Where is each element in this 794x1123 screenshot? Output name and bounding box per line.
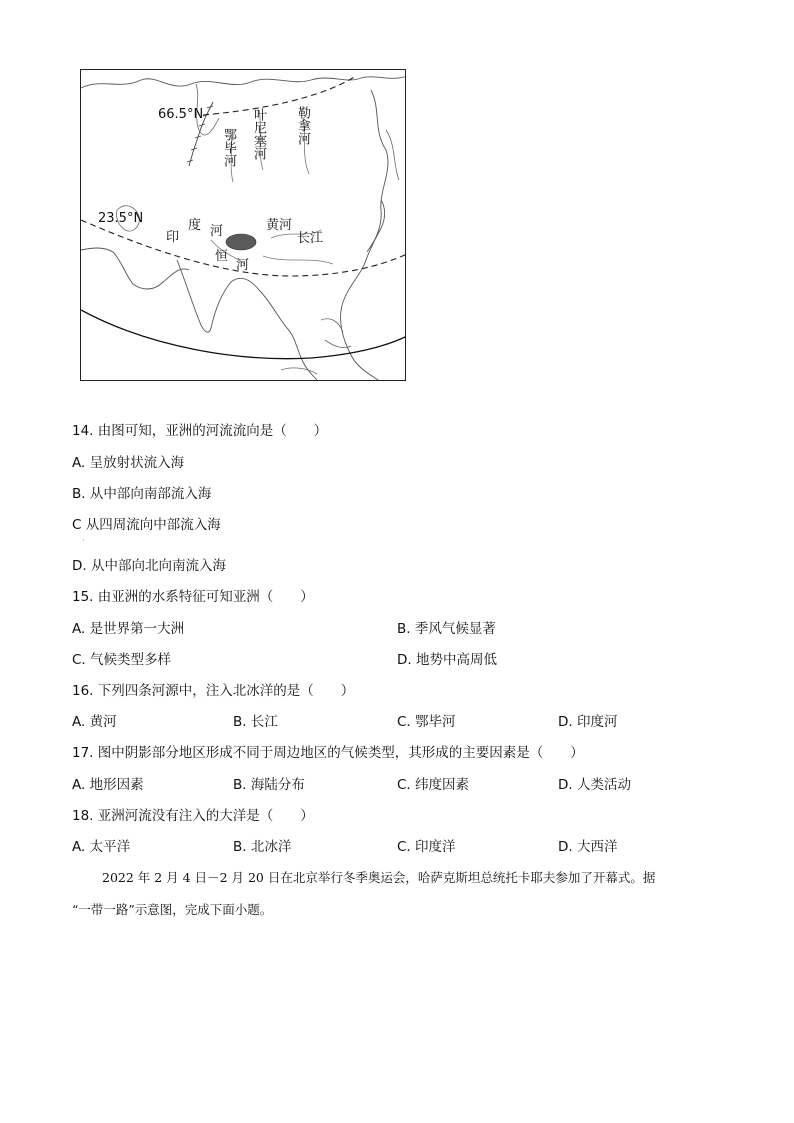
- asia-river-map: [80, 69, 406, 381]
- river-indus-label-1: 印: [166, 230, 180, 245]
- coastline-east: [341, 90, 388, 381]
- passage-line-1: 2022 年 2 月 4 日－2 月 20 日在北京举行冬季奥运会，哈萨克斯坦总统托卡耶夫参加了开幕式。据: [102, 870, 656, 885]
- question-15-stem: 15. 由亚洲的水系特征可知亚洲（ ）: [72, 589, 314, 605]
- q18-option-a[interactable]: A. 太平洋: [72, 839, 131, 855]
- coastline-arabia: [81, 248, 189, 289]
- river-ganges-label-2: 河: [236, 258, 250, 273]
- stray-dot: ·: [82, 536, 85, 545]
- q18-option-b[interactable]: B. 北冰洋: [233, 839, 292, 855]
- q16-option-b[interactable]: B. 长江: [233, 714, 278, 730]
- river-yenisei-label: 叶尼塞河: [251, 108, 266, 160]
- q14-option-b[interactable]: B. 从中部向南部流入海: [72, 486, 212, 502]
- question-14-stem: 14. 由图可知，亚洲的河流流向是（ ）: [72, 423, 328, 439]
- river-yangtze-label: 长江: [297, 231, 324, 246]
- coastline-kamchatka: [386, 130, 399, 180]
- river-yangtze-line: [263, 256, 333, 264]
- river-ganges-label-1: 恒: [215, 249, 229, 264]
- river-indus-label-3: 河: [210, 224, 224, 239]
- q17-option-c[interactable]: C. 纬度因素: [397, 777, 470, 793]
- coastline-north: [81, 76, 406, 88]
- arctic-circle-line: [203, 76, 356, 115]
- river-yellow-label: 黄河: [266, 218, 293, 233]
- river-ob-label: 鄂毕河: [221, 128, 236, 167]
- shaded-region: [226, 234, 256, 250]
- question-16-stem: 16. 下列四条河源中，注入北冰洋的是（ ）: [72, 683, 355, 699]
- question-18-stem: 18. 亚洲河流没有注入的大洋是（ ）: [72, 808, 314, 824]
- q15-option-a[interactable]: A. 是世界第一大洲: [72, 621, 185, 637]
- passage-line-2: “一带一路”示意图，完成下面小题。: [72, 902, 273, 917]
- coastline-southeast-islands: [281, 319, 351, 374]
- lat-arctic-label: 66.5°N: [158, 107, 204, 122]
- q17-option-b[interactable]: B. 海陆分布: [233, 777, 305, 793]
- q14-option-c[interactable]: C 从四周流向中部流入海: [72, 517, 221, 533]
- q18-option-c[interactable]: C. 印度洋: [397, 839, 456, 855]
- q16-option-d[interactable]: D. 印度河: [558, 714, 618, 730]
- coastline-indochina: [259, 290, 319, 381]
- river-lena-label: 勒拿河: [295, 106, 310, 145]
- equator-arc-line: [81, 310, 406, 359]
- q14-option-d[interactable]: D. 从中部向北向南流入海: [72, 558, 226, 574]
- q15-option-b[interactable]: B. 季风气候显著: [397, 621, 496, 637]
- q15-option-c[interactable]: C. 气候类型多样: [72, 652, 172, 668]
- q17-option-a[interactable]: A. 地形因素: [72, 777, 144, 793]
- q18-option-d[interactable]: D. 大西洋: [558, 839, 618, 855]
- q16-option-a[interactable]: A. 黄河: [72, 714, 117, 730]
- q16-option-c[interactable]: C. 鄂毕河: [397, 714, 456, 730]
- coastline-japan: [367, 200, 385, 252]
- q17-option-d[interactable]: D. 人类活动: [558, 777, 631, 793]
- river-indus-label-2: 度: [188, 218, 202, 233]
- question-17-stem: 17. 图中阴影部分地区形成不同于周边地区的气候类型，其形成的主要因素是（ ）: [72, 745, 584, 761]
- q14-option-a[interactable]: A. 呈放射状流入海: [72, 455, 185, 471]
- q15-option-d[interactable]: D. 地势中高周低: [397, 652, 497, 668]
- lat-tropic-label: 23.5°N: [98, 211, 144, 226]
